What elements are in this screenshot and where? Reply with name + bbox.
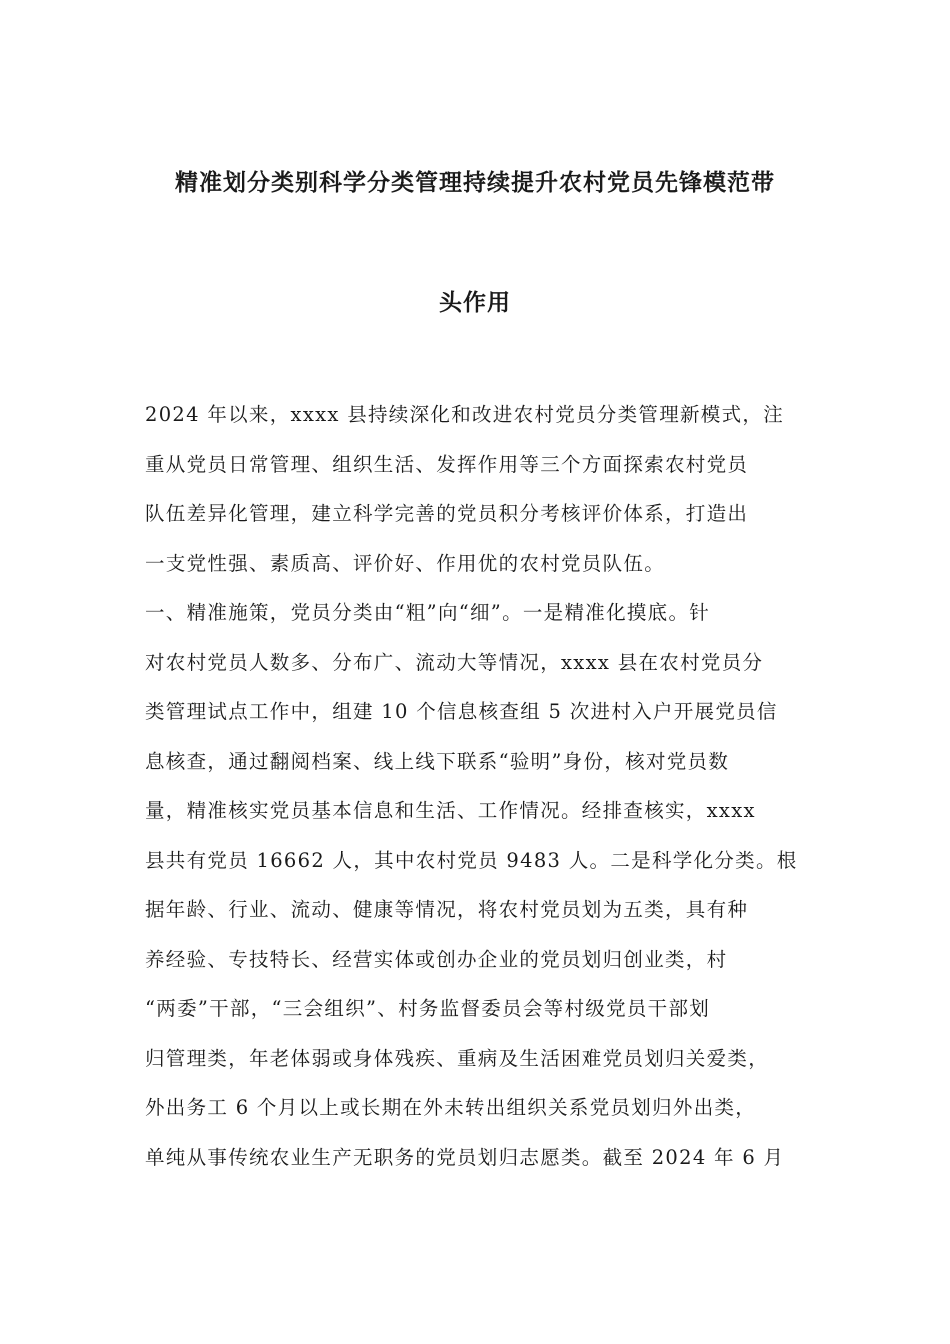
body-line-11: 据年龄、行业、流动、健康等情况，将农村党员划为五类，具有种 bbox=[145, 898, 749, 921]
body-line-3: 队伍差异化管理，建立科学完善的党员积分考核评价体系，打造出 bbox=[145, 502, 749, 525]
body-line-4: 一支党性强、素质高、评价好、作用优的农村党员队伍。 bbox=[145, 552, 666, 575]
body-line-12: 养经验、专技特长、经营实体或创办企业的党员划归创业类，村 bbox=[145, 948, 728, 971]
body-line-9: 量，精准核实党员基本信息和生活、工作情况。经排查核实，xxxx bbox=[145, 799, 756, 822]
body-line-1: 2024 年以来，xxxx 县持续深化和改进农村党员分类管理新模式，注 bbox=[145, 403, 785, 426]
body-line-6: 对农村党员人数多、分布广、流动大等情况，xxxx 县在农村党员分 bbox=[145, 651, 764, 674]
body-line-8: 息核查，通过翻阅档案、线上线下联系“验明”身份，核对党员数 bbox=[145, 750, 730, 773]
body-line-10: 县共有党员 16662 人，其中农村党员 9483 人。二是科学化分类。根 bbox=[145, 849, 798, 872]
body-line-15: 外出务工 6 个月以上或长期在外未转出组织关系党员划归外出类， bbox=[145, 1096, 757, 1119]
document-title-line-1: 精准划分类别科学分类管理持续提升农村党员先锋模范带 bbox=[175, 170, 775, 196]
body-line-2: 重从党员日常管理、组织生活、发挥作用等三个方面探索农村党员 bbox=[145, 453, 749, 476]
body-line-16: 单纯从事传统农业生产无职务的党员划归志愿类。截至 2024 年 6 月 bbox=[145, 1146, 785, 1169]
body-line-5: 一、精准施策，党员分类由“粗”向“细”。一是精准化摸底。针 bbox=[145, 601, 711, 624]
body-line-14: 归管理类，年老体弱或身体残疾、重病及生活困难党员划归关爱类， bbox=[145, 1047, 770, 1070]
document-title-line-2: 头作用 bbox=[439, 290, 511, 316]
body-line-13: “两委”干部，“三会组织”、村务监督委员会等村级党员干部划 bbox=[145, 997, 711, 1020]
body-line-7: 类管理试点工作中，组建 10 个信息核查组 5 次进村入户开展党员信 bbox=[145, 700, 778, 723]
